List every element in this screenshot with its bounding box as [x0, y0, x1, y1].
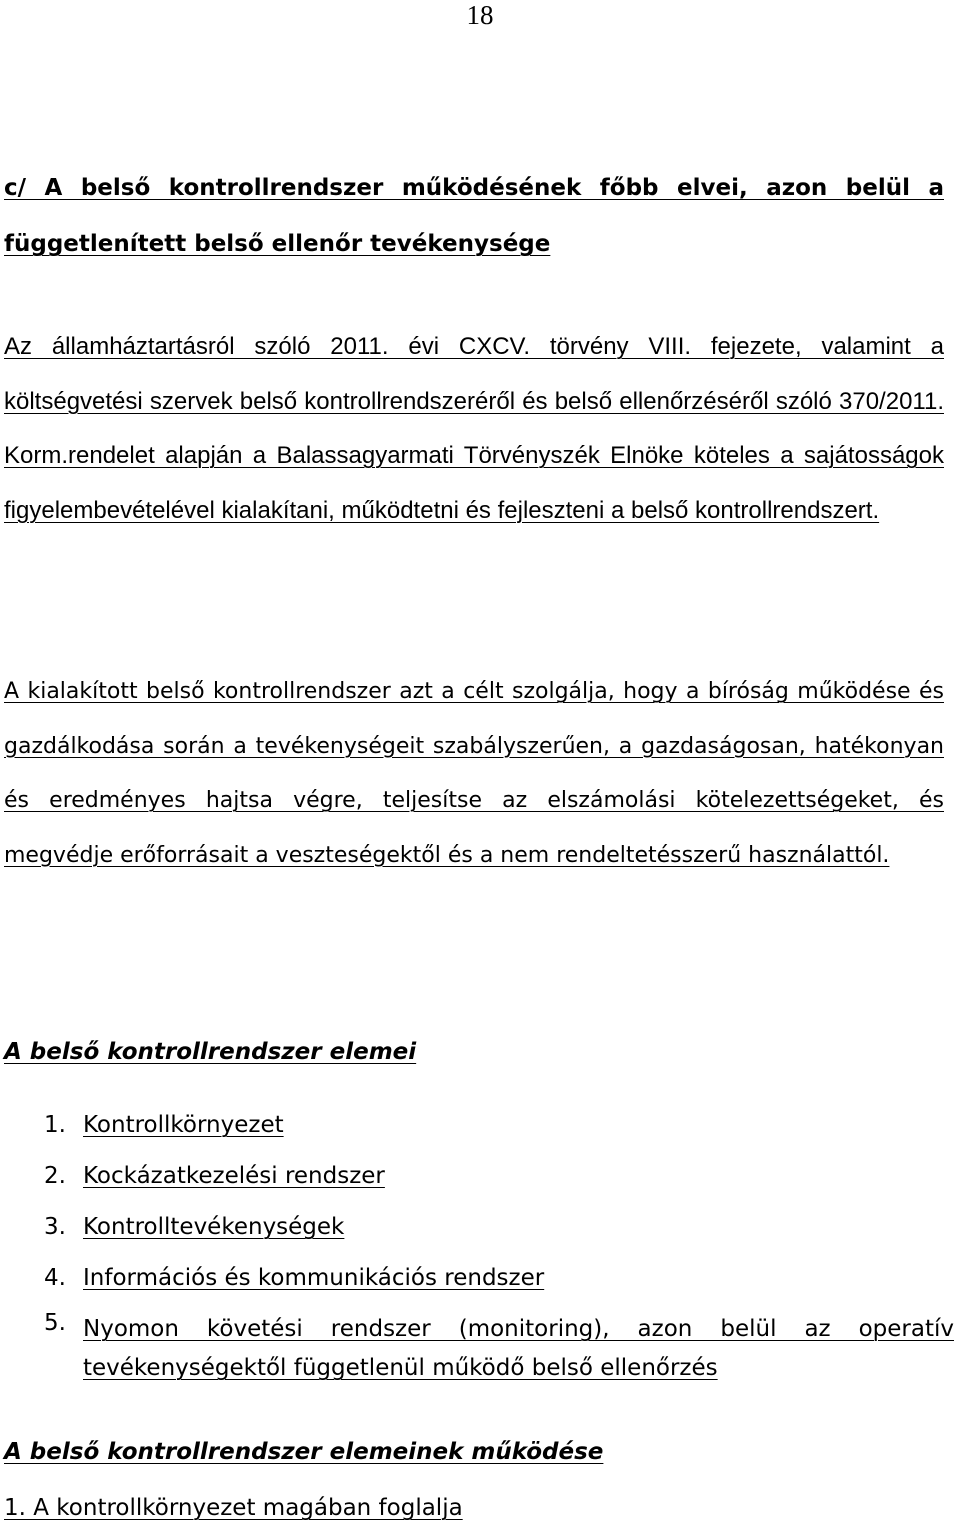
list-item	[4, 1100, 954, 1151]
subsection-line	[4, 1488, 944, 1528]
list-item-text: Nyomon követési rendszer (monitoring), azon belül az operatív tevékenységektől függetlenül működő belső ellenőrzés	[83, 1316, 954, 1381]
section-heading	[4, 160, 944, 272]
paragraph-purpose	[4, 665, 944, 883]
paragraph-legal-basis-text: Az államháztartásról szóló 2011. évi CXCV. törvény VIII. fejezete, valamint a költségvetési szervek belső kontrollrendszeréről és belső ellenőrzéséről szóló 370/2011. Korm.rendelet alapján a Balassagyarmati Törvényszék Elnöke köteles a sajátosságok figyelembevételével kialakítani, működtetni és fejleszteni a belső kontrollrendszert.	[4, 333, 944, 524]
list-item-number: 5.	[44, 1310, 66, 1336]
elements-heading-text: A belső kontrollrendszer elemei	[4, 1039, 417, 1065]
list-item	[4, 1304, 954, 1388]
section-heading-text: c/ A belső kontrollrendszer működésének főbb elvei, azon belül a függetlenített belső ellenőr tevékenysége	[4, 175, 944, 257]
list-item	[4, 1151, 954, 1202]
paragraph-purpose-text: A kialakított belső kontrollrendszer azt a célt szolgálja, hogy a bíróság működése és gazdálkodása során a tevékenységeit szabályszerűen, a gazdaságosan, hatékonyan és eredményes hajtsa végre, teljesítse az elszámolási kötelezettségeket, és megvédje erőforrásait a veszteségektől és a nem rendeltetésszerű használattól.	[4, 679, 944, 868]
list-item	[4, 1202, 954, 1253]
operation-heading	[4, 1432, 944, 1472]
operation-heading-text: A belső kontrollrendszer elemeinek működése	[4, 1439, 604, 1465]
list-item-number: 2.	[44, 1163, 66, 1189]
subsection-line-text: 1. A kontrollkörnyezet magában foglalja	[4, 1495, 463, 1521]
list-item-text: Kockázatkezelési rendszer	[83, 1163, 385, 1189]
list-item-number: 3.	[44, 1214, 66, 1240]
list-item-text: Információs és kommunikációs rendszer	[83, 1265, 545, 1291]
list-item-text: Kontrollkörnyezet	[83, 1112, 284, 1138]
paragraph-legal-basis	[4, 320, 944, 538]
page-number: 18	[466, 0, 494, 30]
list-item	[4, 1253, 954, 1304]
elements-heading	[4, 1032, 944, 1072]
list-item-number: 1.	[44, 1112, 66, 1138]
list-item-text: Kontrolltevékenységek	[83, 1214, 345, 1240]
list-item-number: 4.	[44, 1265, 66, 1291]
elements-list	[4, 1100, 954, 1388]
